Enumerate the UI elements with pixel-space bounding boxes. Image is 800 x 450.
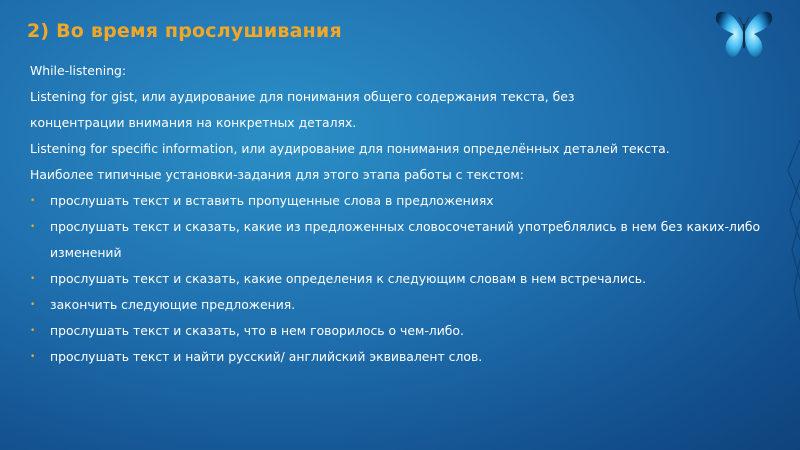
bullet: • (30, 300, 36, 310)
text-line: Listening for gist, или аудирование для понимания общего содержания текста, без (30, 89, 575, 104)
text-line: Наиболее типичные установки-задания для этого этапа работы с текстом: (30, 167, 524, 182)
list-item-text: прослушать текст и сказать, какие определения к следующим словам в нем встречались. (50, 271, 647, 286)
text-line: While-listening: (30, 63, 127, 78)
list-item (30, 266, 775, 292)
list-item-text: прослушать текст и вставить пропущенные слова в предложениях (50, 193, 494, 208)
butterfly-icon (712, 6, 776, 64)
list-item (30, 292, 775, 318)
task-list (30, 188, 775, 370)
list-item (30, 188, 775, 214)
chevron-decoration-icon (782, 0, 800, 450)
text-line: Listening for specific information, или аудирование для понимания определённых деталей текста. (30, 141, 670, 156)
bullet: • (30, 352, 36, 362)
bullet: • (30, 196, 36, 206)
text-line: концентрации внимания на конкретных деталях. (30, 115, 357, 130)
bullet: • (30, 222, 36, 232)
list-item-text: прослушать текст и сказать, какие из предложенных словосочетаний употреблялись в нем без каких-либо изменений (50, 219, 761, 260)
list-item-text: закончить следующие предложения. (50, 297, 296, 312)
list-item (30, 344, 775, 370)
list-item-text: прослушать текст и сказать, что в нем говорилось о чем-либо. (50, 323, 464, 338)
bullet: • (30, 326, 36, 336)
list-item (30, 318, 775, 344)
bullet: • (30, 274, 36, 284)
slide-body (30, 58, 775, 370)
list-item-text: прослушать текст и найти русский/ английский эквивалент слов. (50, 349, 483, 364)
slide-title: 2) Во время прослушивания (27, 20, 342, 42)
list-item (30, 214, 770, 266)
